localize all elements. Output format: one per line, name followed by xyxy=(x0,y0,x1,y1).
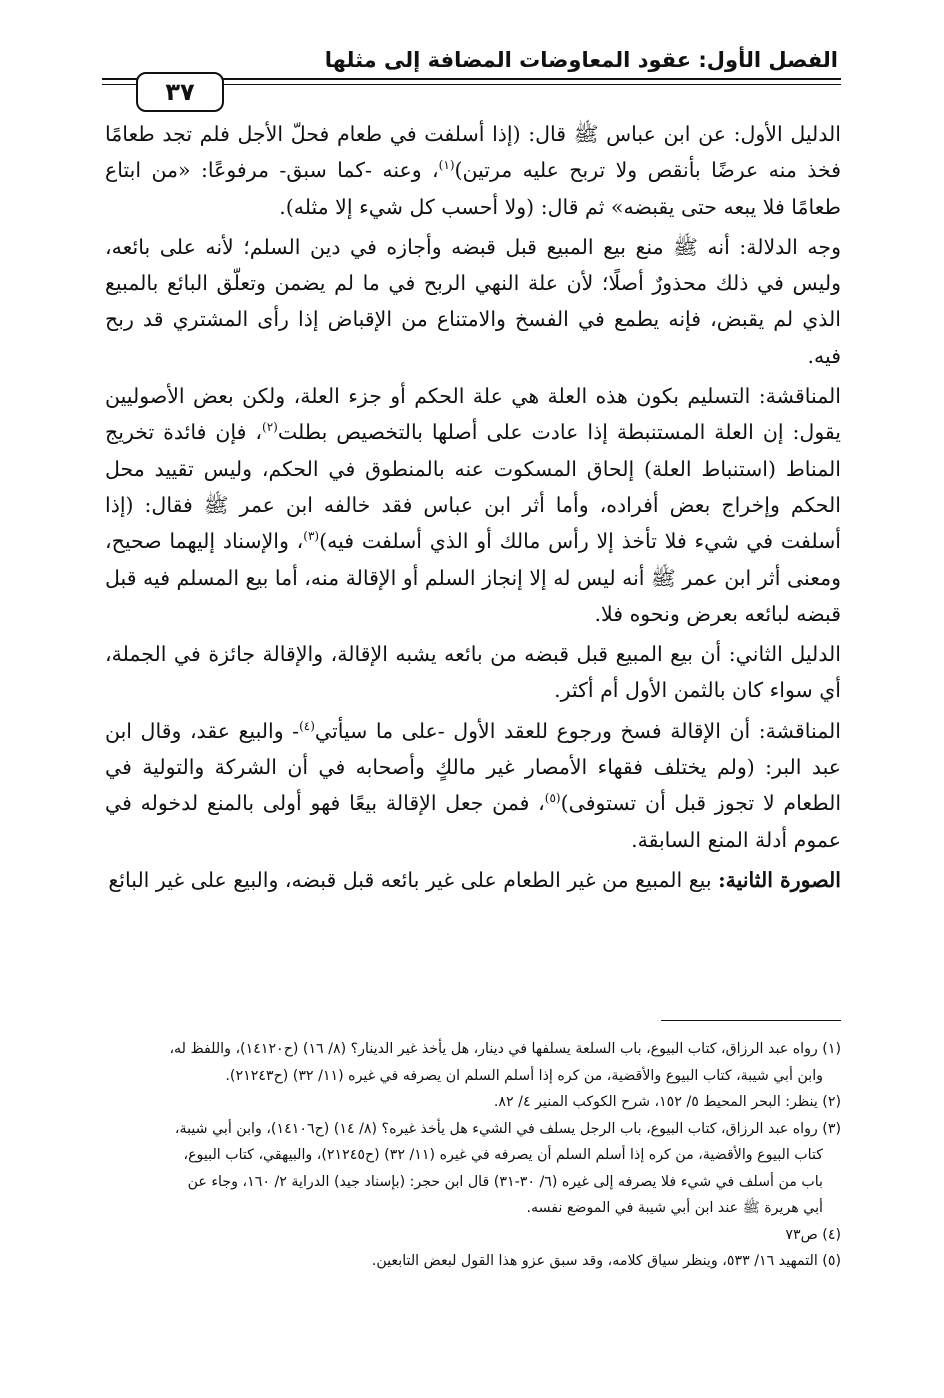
footnotes xyxy=(103,1036,841,1275)
page-number: ٣٧ xyxy=(136,72,224,112)
paragraph-discussion-2: المناقشة: أن الإقالة فسخ ورجوع للعقد الأول -على ما سيأتي$^{(٤)}$- والبيع عقد، وقال ابن عبد البر: (ولم يختلف فقهاء الأمصار غير مالكٍ وأصحابه في أن الشركة والتولية في الطعام لا تجوز قبل أن تستوفى)$^{(٥)}$، فمن جعل الإقالة بيعًا فهو أولى بالمنع لدخوله في عموم أدلة المنع السابقة. xyxy=(105,718,842,852)
paragraph-discussion-1: المناقشة: التسليم بكون هذه العلة هي علة الحكم أو جزء العلة، ولكن بعض الأصوليين يقول: إن العلة المستنبطة إذا عادت على أصلها بالتخصيص بطلت$^{(٢)}$، فإن فائدة تخريج المناط (استنباط العلة) إلحاق المسكوت عنه بالمنطوق في الحكم، وليس تقييد محل الحكم وإخراج بعض أفراده، وأما أثر ابن عباس فقد خالفه ابن عمر ﷺ فقال: (إذا أسلفت في شيء فلا تأخذ إلا رأس مالك أو الذي أسلفت فيه)$^{(٣)}$، والإسناد إليهما صحيح، ومعنى أثر ابن عمر ﷺ أنه ليس له إلا إنجاز السلم أو الإقالة منه، أما بيع المسلم فيه قبل قبضه لبائعه بعرض ونحوه فلا. xyxy=(105,384,841,626)
footnote-ref-3[interactable]: (٣) xyxy=(303,529,320,544)
footnote-ref-4[interactable]: (٤) xyxy=(299,718,315,733)
footnote-1: (١) رواه عبد الرزاق، كتاب البيوع، باب السلعة يسلفها في دينار، هل يأخذ غير الدينار؟ (٨/ ١٦) (ح١٤١٢٠)، واللفظ له، xyxy=(169,1041,841,1057)
paragraph-second-case: الصورة الثانية: بيع المبيع من غير الطعام على غير بائعه قبل قبضه، والبيع على غير البائع xyxy=(108,867,841,892)
footnote-4: (٤) ص٧٣ xyxy=(785,1226,841,1243)
paragraph-evidence-2: الدليل الثاني: أن بيع المبيع قبل قبضه من بائعه يشبه الإقالة، والإقالة جائزة في الجملة، أي سواء كان بالثمن الأول أم أكثر. xyxy=(105,642,841,703)
footnote-ref-5[interactable]: (٥) xyxy=(544,791,561,806)
footnote-ref-1[interactable]: (١) xyxy=(438,158,455,173)
footnote-1-cont: وابن أبي شيبة، كتاب البيوع والأقضية، من كره إذا أسلم السلم ان يصرفه في غيره (١١/ ٣٢) (ح٢١٢٤٣). xyxy=(225,1067,823,1084)
footnote-3-cont-2: باب من أسلف في شيء فلا يصرفه إلى غيره (٦/ ٣٠-٣١) قال ابن حجر: (بإسناد جيد) الدراية ٢/ ١٦٠، وجاء عن xyxy=(187,1173,823,1190)
section-label: الصورة الثانية: xyxy=(718,867,841,892)
footnote-3: (٣) رواه عبد الرزاق، كتاب البيوع، باب الرجل يسلف في الشيء هل يأخذ غيره؟ (٨/ ١٤) (ح١٤١٠٦)، وابن أبي شيبة، xyxy=(174,1120,841,1137)
paragraph-evidence-point: وجه الدلالة: أنه ﷺ منع بيع المبيع قبل قبضه وأجازه في دين السلم؛ لأنه على بائعه، وليس في ذلك محذورٌ أصلًا؛ لأن علة النهي الربح في ما لم يضمن وتعلّق البائع بالمبيع الذي لم يقبض، فإنه يطمع في الفسخ والامتناع من الإقباض إذا رأى المشتري قد ربح فيه. xyxy=(105,234,841,368)
footnote-3-cont-3: أبي هريرة ﷺ عند ابن أبي شيبة في الموضع نفسه. xyxy=(526,1200,823,1216)
footnote-ref-2[interactable]: (٢) xyxy=(262,420,278,435)
main-text xyxy=(105,116,841,902)
footnote-5: (٥) التمهيد ١٦/ ٥٣٣، وينظر سياق كلامه، وقد سبق عزو هذا القول لبعض التابعين. xyxy=(371,1253,841,1269)
footnote-separator xyxy=(661,1020,841,1021)
running-title: الفصل الأول: عقود المعاوضات المضافة إلى مثلها xyxy=(324,48,838,72)
paragraph-evidence-1: الدليل الأول: عن ابن عباس ﷺ قال: (إذا أسلفت في طعام فحلّ الأجل فلم تجد طعامًا فخذ منه عرضًا بأنقص ولا تربح عليه مرتين)$^{(١)}$، وعنه -كما سبق- مرفوعًا: «من ابتاع طعامًا فلا يبعه حتى يقبضه» ثم قال: (ولا أحسب كل شيء إلا مثله). xyxy=(105,122,842,219)
footnote-2: (٢) ينظر: البحر المحيط ٥/ ١٥٢، شرح الكوكب المنير ٤/ ٨٢. xyxy=(493,1094,841,1110)
footnote-3-cont-1: كتاب البيوع والأقضية، من كره إذا أسلم السلم أن يصرفه في غيره (١١/ ٣٢) (ح٢١٢٤٥)، والبيهقي، كتاب البيوع، xyxy=(183,1147,823,1163)
